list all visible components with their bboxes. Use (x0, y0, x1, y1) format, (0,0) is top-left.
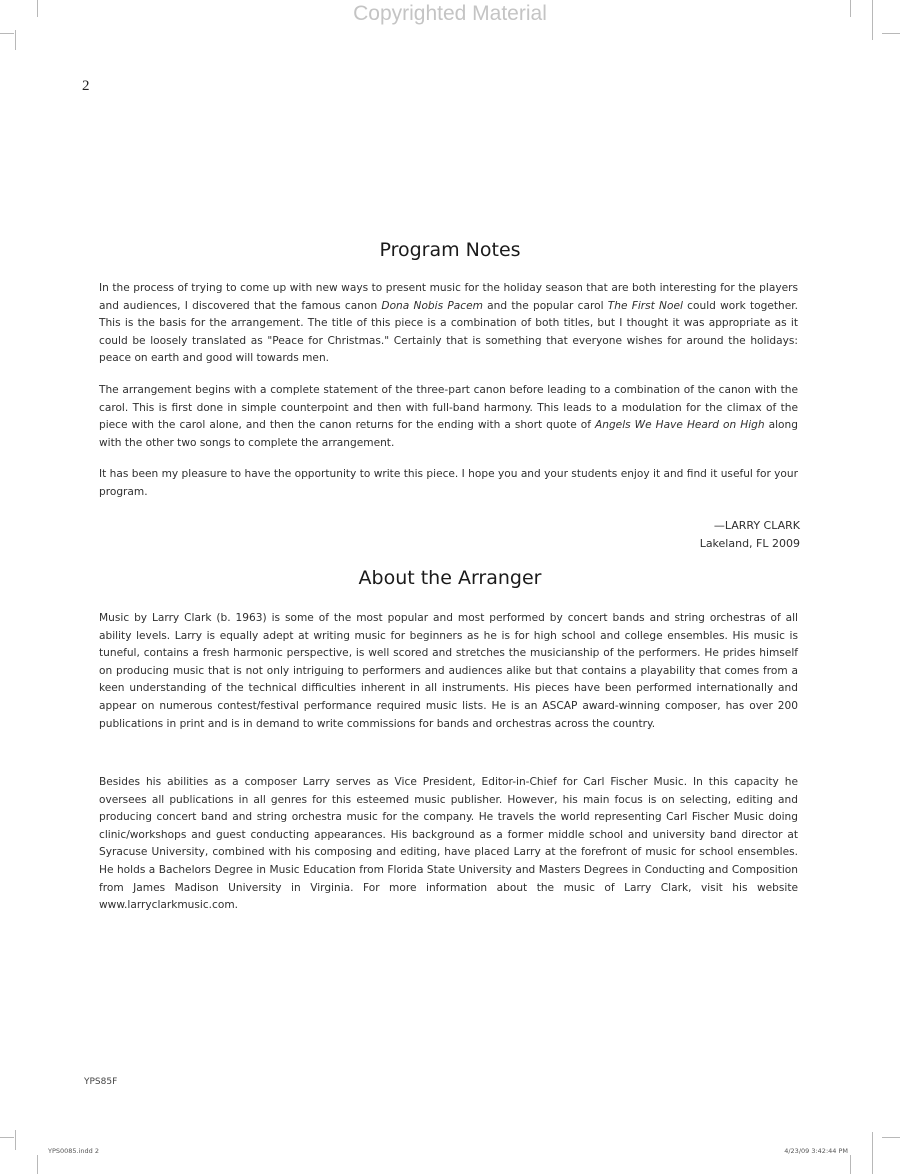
piece-title-dona-nobis-pacem: Dona Nobis Pacem (381, 299, 483, 312)
page-number: 2 (82, 78, 90, 94)
piece-title-angels: Angels We Have Heard on High (594, 419, 765, 432)
publication-code: YPS85F (84, 1077, 118, 1087)
file-slug: YPS0085.indd 2 (48, 1147, 100, 1155)
signature-name: —LARRY CLARK (713, 519, 800, 532)
signature-place-date: Lakeland, FL 2009 (699, 537, 800, 550)
copyright-watermark: Copyrighted Material (353, 2, 547, 25)
date-slug: 4/23/09 3:42:44 PM (784, 1147, 848, 1155)
signature (700, 517, 800, 553)
program-notes-paragraph-1: In the process of trying to come up with new ways to present music for the holiday season that are both interesting for the players and audiences, I discovered that the famous canon Dona Nobis Pacem and the popular carol The First Noel could work together. This is the basis for the arrangement. The title of this piece is a combination of both titles, but I thought it was appropriate as it could be loosely translated as "Peace for Christmas." Certainly that is something that everyone wishes for around the holidays: peace on earth and good will towards men. (99, 282, 799, 365)
about-arranger-paragraph-1: Music by Larry Clark (b. 1963) is some of the most popular and most performed by concert bands and string orchestras of all ability levels. Larry is equally adept at writing music for beginners as he is for high school and college ensembles. His music is tuneful, contains a fresh harmonic perspective, is well scored and stretches the musicianship of the performers. He prides himself on producing music that is not only intriguing to performers and audiences alike but that contains a playability that comes from a keen understanding of the technical difficulties inherent in all instruments. His pieces have been performed internationally and appear on numerous contest/festival performance required music lists. He is an ASCAP award-winning composer, has over 200 publications in print and is in demand to write commissions for bands and orchestras across the country. (99, 612, 798, 730)
program-notes-paragraph-2: The arrangement begins with a complete statement of the three-part canon before leading to a combination of the canon with the carol. This is first done in simple counterpoint and then with full-band harmony. This leads to a modulation for the climax of the piece with the carol alone, and then the canon returns for the ending with a short quote of Angels We Have Heard on High along with the other two songs to complete the arrangement. (99, 384, 798, 449)
piece-title-first-noel: The First Noel (607, 299, 683, 312)
about-arranger-heading: About the Arranger (358, 567, 542, 589)
about-arranger-paragraph-2: Besides his abilities as a composer Larry serves as Vice President, Editor-in-Chief for Carl Fischer Music. In this capacity he oversees all publications in all genres for this esteemed music publisher. However, his main focus is on selecting, editing and producing concert band and string orchestra music for the company. He travels the world representing Carl Fischer Music doing clinic/workshops and guest conducting appearances. His background as a former middle school and university band director at Syracuse University, combined with his composing and editing, have placed Larry at the forefront of music for school ensembles. He holds a Bachelors Degree in Music Education from Florida State University and Masters Degrees in Conducting and Composition from James Madison University in Virginia. For more information about the music of Larry Clark, visit his website www.larryclarkmusic.com. (99, 776, 798, 912)
program-notes-heading: Program Notes (379, 239, 521, 261)
program-notes-paragraph-3: It has been my pleasure to have the opportunity to write this piece. I hope you and your students enjoy it and find it useful for your program. (99, 468, 798, 498)
